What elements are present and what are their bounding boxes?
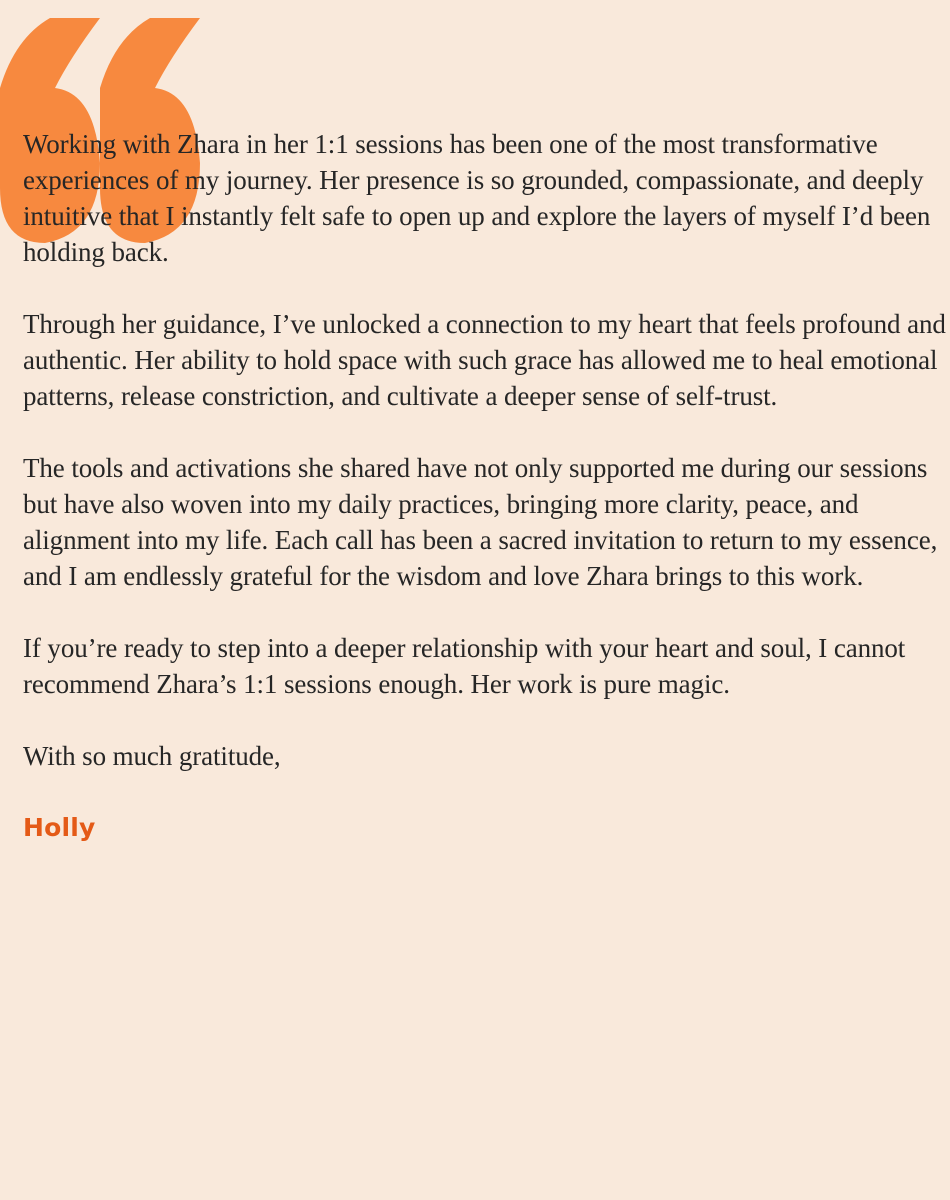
testimonial-paragraph: If you’re ready to step into a deeper relationship with your heart and soul, I cannot recommend Zhara’s 1:1 sessions enough. Her work is pure magic.	[23, 633, 906, 699]
testimonial-signature: Holly	[23, 813, 96, 842]
testimonial-paragraph: Working with Zhara in her 1:1 sessions has been one of the most transformative experiences of my journey. Her presence is so grounded, compassionate, and deeply intuitive that I instantly felt safe to open up and explore the layers of myself I’d been holding back.	[23, 129, 931, 267]
testimonial-paragraph: Through her guidance, I’ve unlocked a connection to my heart that feels profound and authentic. Her ability to hold space with such grace has allowed me to heal emotional patterns, release constriction, and cultivate a deeper sense of self-trust.	[23, 309, 946, 411]
testimonial-closing: With so much gratitude,	[23, 741, 281, 771]
testimonial-body	[23, 126, 948, 846]
testimonial-paragraph: The tools and activations she shared have not only supported me during our sessions but have also woven into my daily practices, bringing more clarity, peace, and alignment into my life. Each call has been a sacred invitation to return to my essence, and I am endlessly grateful for the wisdom and love Zhara brings to this work.	[23, 453, 938, 591]
